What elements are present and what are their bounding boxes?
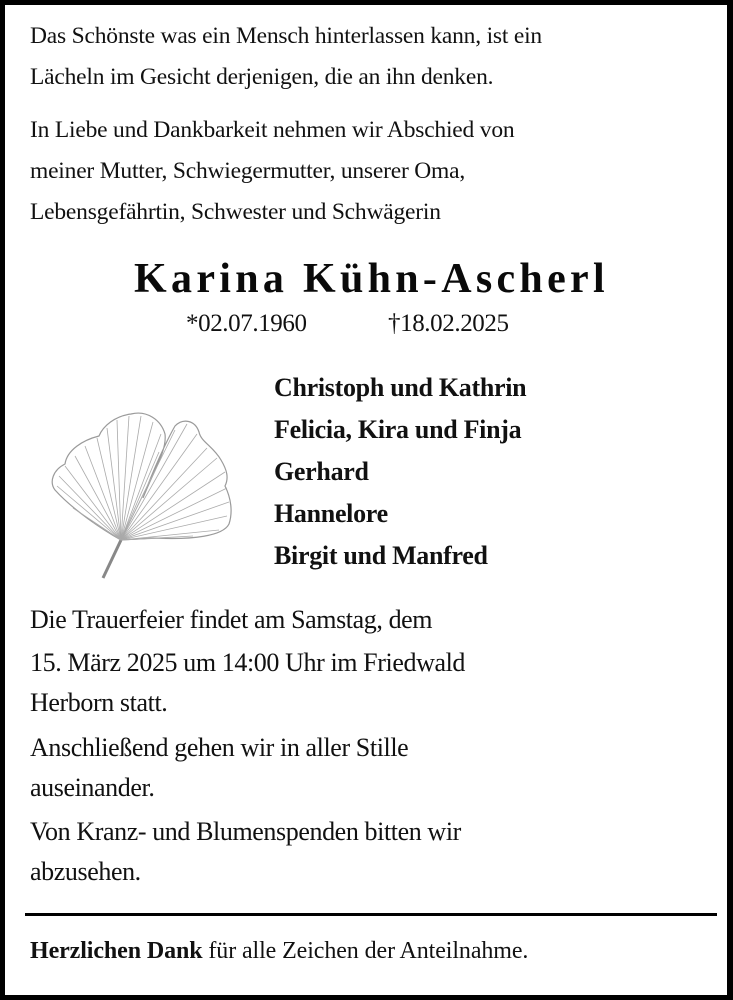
farewell-line-2: meiner Mutter, Schwiegermutter, unserer Oma, — [30, 158, 466, 184]
mourner-4: Hannelore — [274, 499, 388, 528]
ceremony-line-2: 15. März 2025 um 14:00 Uhr im Friedwald — [30, 648, 466, 677]
deceased-name: Karina Kühn-Ascherl — [134, 256, 609, 302]
divider — [25, 913, 717, 916]
quote-line-1: Das Schönste was ein Mensch hinterlassen kann, ist ein — [30, 23, 542, 49]
thanks-line — [30, 938, 528, 965]
farewell-line-1: In Liebe und Dankbarkeit nehmen wir Abschied von — [30, 117, 515, 143]
mourner-2: Felicia, Kira und Finja — [274, 415, 522, 444]
ceremony-line-5: auseinander. — [30, 773, 155, 802]
mourner-1: Christoph und Kathrin — [274, 373, 527, 402]
ginkgo-leaf-icon — [43, 390, 243, 580]
ceremony-line-7: abzusehen. — [30, 857, 141, 886]
mourner-5: Birgit und Manfred — [274, 541, 488, 570]
death-date: †18.02.2025 — [388, 310, 509, 337]
quote-line-2: Lächeln im Gesicht derjenigen, die an ihn denken. — [30, 64, 494, 90]
thanks-bold: Herzlichen Dank — [30, 938, 203, 964]
mourner-3: Gerhard — [274, 457, 369, 486]
thanks-rest: für alle Zeichen der Anteilnahme. — [202, 938, 529, 964]
birth-date: *02.07.1960 — [186, 310, 307, 337]
ceremony-line-3: Herborn statt. — [30, 688, 168, 717]
ceremony-line-6: Von Kranz- und Blumenspenden bitten wir — [30, 817, 461, 846]
ceremony-line-1: Die Trauerfeier findet am Samstag, dem — [30, 605, 433, 634]
farewell-line-3: Lebensgefährtin, Schwester und Schwägerin — [30, 199, 441, 225]
ceremony-line-4: Anschließend gehen wir in aller Stille — [30, 733, 409, 762]
